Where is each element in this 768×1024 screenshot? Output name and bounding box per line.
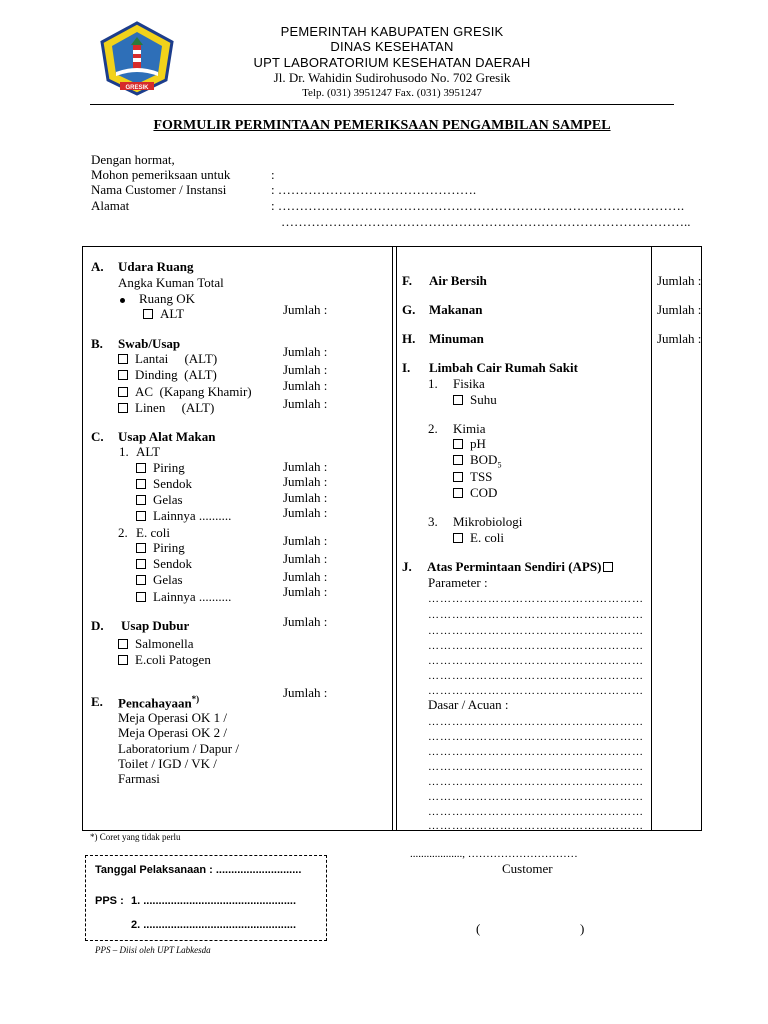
checkbox-icon[interactable]: [118, 370, 128, 380]
section-j-title[interactable]: Atas Permintaan Sendiri (APS): [427, 559, 620, 575]
tanggal-pelaksanaan-field[interactable]: Tanggal Pelaksanaan : ............................: [95, 864, 302, 876]
checkbox-icon[interactable]: [453, 395, 463, 405]
section-e-line1: Meja Operasi OK 1 /: [118, 710, 228, 725]
section-e-title: Pencahayaan*): [118, 694, 200, 711]
section-f-letter: F.: [402, 273, 412, 288]
checkbox-icon[interactable]: [136, 575, 146, 585]
jumlah-c3: Jumlah :: [283, 490, 328, 505]
header-phone: Telp. (031) 3951247 Fax. (031) 3951247: [302, 87, 482, 99]
section-i-title: Limbah Cair Rumah Sakit: [429, 360, 578, 375]
section-c-n2: 2.: [118, 525, 128, 540]
section-e-line5: Farmasi: [118, 771, 160, 786]
checkbox-icon[interactable]: [453, 439, 463, 449]
checkbox-d-salmonella[interactable]: Salmonella: [118, 636, 194, 652]
section-i-n3: 3.: [428, 514, 438, 529]
section-j-parameter-label: Parameter :: [428, 575, 488, 590]
checkbox-c-ecoli-piring[interactable]: Piring: [136, 540, 185, 556]
checkbox-i-bod[interactable]: $BOD_5$: [453, 452, 501, 470]
parameter-line-5[interactable]: ………………………………………………: [428, 655, 644, 667]
checkbox-c-ecoli-lainnya[interactable]: Lainnya ..........: [136, 589, 231, 605]
checkbox-c-ecoli-gelas[interactable]: Gelas: [136, 572, 183, 588]
table-divider-3: [651, 246, 652, 831]
section-e-line3: Laboratorium / Dapur /: [118, 741, 239, 756]
section-a-sub: Angka Kuman Total: [118, 275, 224, 290]
parameter-line-4[interactable]: ………………………………………………: [428, 640, 644, 652]
greeting: Dengan hormat,: [91, 152, 175, 167]
section-g-title: Makanan: [429, 302, 483, 317]
checkbox-c-alt-sendok[interactable]: Sendok: [136, 476, 192, 492]
section-b-letter: B.: [91, 336, 103, 351]
jumlah-c4: Jumlah :: [283, 505, 328, 520]
table-divider-2: [396, 246, 397, 831]
section-c-n1: 1.: [119, 444, 129, 459]
checkbox-d-ecoli-patogen[interactable]: E.coli Patogen: [118, 652, 211, 668]
address-field[interactable]: : ………………………………………………………………………………….: [271, 198, 685, 213]
section-c-group-alt: ALT: [136, 444, 161, 459]
checkbox-icon[interactable]: [118, 655, 128, 665]
header-department: DINAS KESEHATAN: [330, 39, 454, 54]
dasar-line-8[interactable]: ………………………………………………: [428, 820, 644, 832]
section-a-letter: A.: [91, 259, 104, 274]
checkbox-i-ecoli[interactable]: E. coli: [453, 530, 504, 546]
checkbox-c-alt-lainnya[interactable]: Lainnya ..........: [136, 508, 231, 524]
section-c-title: Usap Alat Makan: [118, 429, 216, 444]
checkbox-i-ph[interactable]: pH: [453, 436, 486, 452]
checkbox-icon[interactable]: [136, 495, 146, 505]
section-i-fisika: Fisika: [453, 376, 485, 391]
pps-label: PPS :: [95, 895, 124, 907]
table-divider-1: [392, 246, 393, 831]
section-g-letter: G.: [402, 302, 416, 317]
jumlah-a: Jumlah :: [283, 302, 328, 317]
jumlah-c5: Jumlah :: [283, 533, 328, 548]
checkbox-b-lantai[interactable]: Lantai (ALT): [118, 351, 217, 367]
header-divider: [90, 104, 674, 105]
jumlah-b3: Jumlah :: [283, 378, 328, 393]
jumlah-g: Jumlah :: [657, 302, 702, 317]
customer-label: Nama Customer / Instansi: [91, 182, 227, 197]
section-h-title: Minuman: [429, 331, 484, 346]
jumlah-e: Jumlah :: [283, 685, 328, 700]
pps-field-2[interactable]: 2. ..................................................: [131, 919, 297, 931]
dasar-line-1[interactable]: ………………………………………………: [428, 716, 644, 728]
dasar-line-2[interactable]: ………………………………………………: [428, 731, 644, 743]
jumlah-h: Jumlah :: [657, 331, 702, 346]
jumlah-c8: Jumlah :: [283, 584, 328, 599]
checkbox-icon[interactable]: [453, 533, 463, 543]
section-a-item-ruang-ok: Ruang OK: [118, 291, 195, 307]
checkbox-icon[interactable]: [118, 639, 128, 649]
customer-field[interactable]: : ……………………………………….: [271, 182, 477, 197]
jumlah-b2: Jumlah :: [283, 362, 328, 377]
parameter-line-7[interactable]: ………………………………………………: [428, 685, 644, 697]
checkbox-a-alt[interactable]: ALT: [143, 306, 184, 322]
jumlah-b4: Jumlah :: [283, 396, 328, 411]
jumlah-f: Jumlah :: [657, 273, 702, 288]
signature-open-paren: (: [476, 921, 481, 936]
dasar-line-4[interactable]: ………………………………………………: [428, 761, 644, 773]
signature-customer-label: Customer: [502, 861, 553, 876]
checkbox-icon[interactable]: [603, 562, 613, 572]
checkbox-icon[interactable]: [118, 387, 128, 397]
checkbox-i-cod[interactable]: COD: [453, 485, 497, 501]
checkbox-b-ac[interactable]: AC (Kapang Khamir): [118, 384, 252, 400]
section-j-letter: J.: [402, 559, 412, 574]
pps-field-1[interactable]: 1. ..................................................: [131, 895, 297, 907]
signature-date-field[interactable]: ..................., …………………………: [410, 848, 578, 860]
checkbox-icon[interactable]: [453, 455, 463, 465]
parameter-line-2[interactable]: ………………………………………………: [428, 609, 644, 621]
section-h-letter: H.: [402, 331, 416, 346]
checkbox-c-alt-gelas[interactable]: Gelas: [136, 492, 183, 508]
address-label: Alamat: [91, 198, 130, 213]
jumlah-c6: Jumlah :: [283, 551, 328, 566]
bullet-icon: [120, 298, 125, 303]
jumlah-c1: Jumlah :: [283, 459, 328, 474]
logo-text: GRESIK: [125, 85, 149, 91]
checkbox-i-tss[interactable]: TSS: [453, 469, 492, 485]
section-i-mikrobiologi: Mikrobiologi: [453, 514, 523, 529]
section-e-letter: E.: [91, 694, 103, 709]
parameter-line-3[interactable]: ………………………………………………: [428, 625, 644, 637]
jumlah-c2: Jumlah :: [283, 474, 328, 489]
section-e-line2: Meja Operasi OK 2 /: [118, 725, 228, 740]
section-f-title: Air Bersih: [429, 273, 487, 288]
checkbox-c-ecoli-sendok[interactable]: Sendok: [136, 556, 192, 572]
dasar-line-5[interactable]: ………………………………………………: [428, 776, 644, 788]
section-a-title: Udara Ruang: [118, 259, 194, 274]
gresik-logo: [98, 20, 176, 98]
jumlah-c7: Jumlah :: [283, 569, 328, 584]
section-b-title: Swab/Usap: [118, 336, 181, 351]
checkbox-b-dinding[interactable]: Dinding (ALT): [118, 367, 217, 383]
footnote: *) Coret yang tidak perlu: [90, 832, 181, 842]
form-title: FORMULIR PERMINTAAN PEMERIKSAAN PENGAMBILAN SAMPEL: [153, 118, 611, 133]
section-i-letter: I.: [402, 360, 411, 375]
jumlah-b1: Jumlah :: [283, 344, 328, 359]
jumlah-d: Jumlah :: [283, 614, 328, 629]
request-label: Mohon pemeriksaan untuk: [91, 167, 231, 182]
checkbox-icon[interactable]: [136, 463, 146, 473]
section-c-letter: C.: [91, 429, 104, 444]
checkbox-icon[interactable]: [136, 559, 146, 569]
section-d-letter: D.: [91, 618, 104, 633]
header-lab: UPT LABORATORIUM KESEHATAN DAERAH: [253, 55, 531, 70]
section-e-line4: Toilet / IGD / VK /: [118, 756, 217, 771]
checkbox-b-linen[interactable]: Linen (ALT): [118, 400, 214, 416]
section-i-kimia: Kimia: [453, 421, 486, 436]
dasar-line-6[interactable]: ………………………………………………: [428, 791, 644, 803]
checkbox-icon[interactable]: [136, 479, 146, 489]
checkbox-c-alt-piring[interactable]: Piring: [136, 460, 185, 476]
checkbox-icon[interactable]: [136, 592, 146, 602]
header-address: Jl. Dr. Wahidin Sudirohusodo No. 702 Gresik: [273, 70, 511, 85]
header-government: PEMERINTAH KABUPATEN GRESIK: [280, 24, 504, 39]
checkbox-icon[interactable]: [136, 511, 146, 521]
section-i-n1: 1.: [428, 376, 438, 391]
section-c-group-ecoli: E. coli: [136, 525, 170, 540]
checkbox-icon[interactable]: [118, 354, 128, 364]
dasar-line-7[interactable]: ………………………………………………: [428, 806, 644, 818]
parameter-line-6[interactable]: ………………………………………………: [428, 670, 644, 682]
checkbox-i-suhu[interactable]: Suhu: [453, 392, 497, 408]
signature-close-paren: ): [580, 921, 585, 936]
section-i-n2: 2.: [428, 421, 438, 436]
pps-note: PPS – Diisi oleh UPT Labkesda: [95, 945, 211, 955]
request-colon: :: [271, 167, 275, 182]
checkbox-icon[interactable]: [118, 403, 128, 413]
parameter-line-1[interactable]: ………………………………………………: [428, 593, 644, 605]
checkbox-icon[interactable]: [143, 309, 153, 319]
address-field-line2[interactable]: …………………………………………………………………………………..: [281, 214, 691, 229]
checkbox-icon[interactable]: [453, 488, 463, 498]
checkbox-icon[interactable]: [136, 543, 146, 553]
checkbox-icon[interactable]: [453, 472, 463, 482]
section-j-dasar-label: Dasar / Acuan :: [428, 697, 509, 712]
section-d-title: Usap Dubur: [121, 618, 190, 633]
dasar-line-3[interactable]: ………………………………………………: [428, 746, 644, 758]
